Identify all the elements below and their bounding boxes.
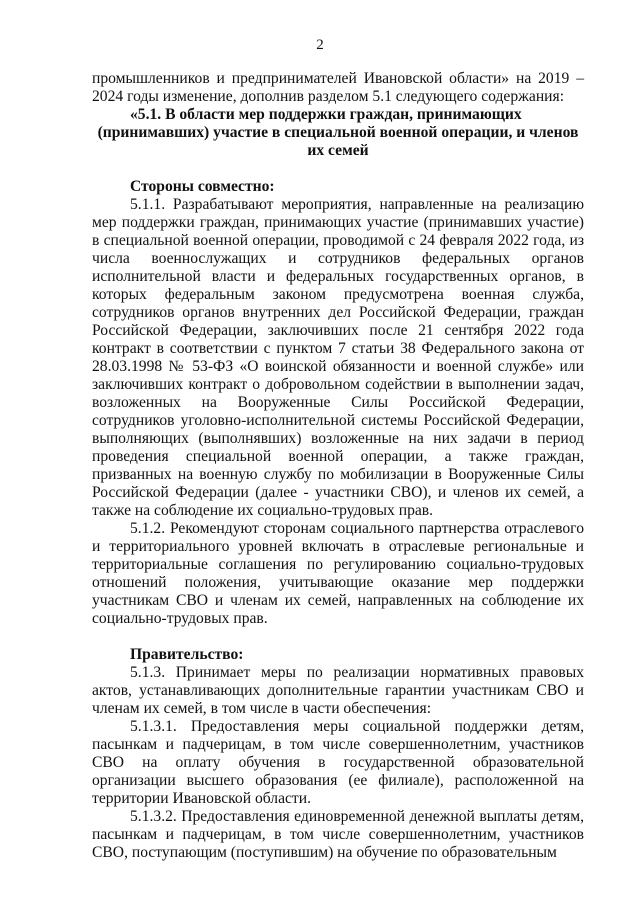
section-title — [92, 106, 584, 160]
paragraph-5-1-3: 5.1.3. Принимает меры по реализации нормативных правовых актов, устанавливающих дополнительные гарантии участникам СВО и членам их семей, в том числе в части обеспечения: — [92, 664, 584, 717]
document-body — [92, 70, 584, 862]
section-title-line1: «5.1. В области мер поддержки граждан, принимающих — [130, 106, 522, 123]
paragraph-5-1-2: 5.1.2. Рекомендуют сторонам социального партнерства отраслевого и территориального уровней включать в отраслевые региональные и территориальные соглашения по регулированию социально-трудовых отношений положения, учитывающие оказание мер поддержки участникам СВО и членам их семей, направленных на соблюдение их социально-трудовых прав. — [92, 520, 584, 627]
heading-government: Правительство: — [130, 646, 244, 663]
intro-paragraph: промышленников и предпринимателей Ивановской области» на 2019 – 2024 годы изменение, дополнив разделом 5.1 следующего содержания: — [92, 70, 584, 105]
paragraph-5-1-3-2: 5.1.3.2. Предоставления единовременной денежной выплаты детям, пасынкам и падчерицам, в том числе совершеннолетним, участников СВО, поступающим (поступившим) на обучение по образовательным — [92, 808, 584, 861]
paragraph-5-1-3-1: 5.1.3.1. Предоставления меры социальной поддержки детям, пасынкам и падчерицам, в том числе совершеннолетним, участников СВО на оплату обучения в государственной образовательной организации высшего образования (ее филиале), расположенной на территории Ивановской области. — [92, 718, 584, 807]
paragraph-5-1-1: 5.1.1. Разрабатывают мероприятия, направленные на реализацию мер поддержки граждан, принимающих участие (принимавших участие) в специальной военной операции, проводимой с 24 февраля 2022 года, из числа военнослужащих и сотрудников федеральных органов исполнительной власти и федеральных государственных органов, в которых федеральным законом предусмотрена военная служба, сотрудников органов внутренних дел Российской Федерации, граждан Российской Федерации, заключивших после 21 сентября 2022 года контракт в соответствии с пунктом 7 статьи 38 Федерального закона от 28.03.1998 № 53-ФЗ «О воинской обязанности и военной службе» или заключивших контракт о добровольном содействии в выполнении задач, возложенных на Вооруженные Силы Российской Федерации, сотрудников уголовно-исполнительной системы Российской Федерации, выполняющих (выполнявших) возложенные на них задачи в период проведения специальной военной операции, а также граждан, призванных на военную службу по мобилизации в Вооруженные Силы Российской Федерации (далее - участники СВО), и членов их семей, а также на соблюдение их социально-трудовых прав. — [92, 196, 584, 519]
section-title-rest: (принимавших) участие в специальной военной операции, и членов их семей — [97, 124, 579, 159]
heading-parties-jointly: Стороны совместно: — [130, 178, 275, 195]
page-number: 2 — [316, 37, 324, 53]
